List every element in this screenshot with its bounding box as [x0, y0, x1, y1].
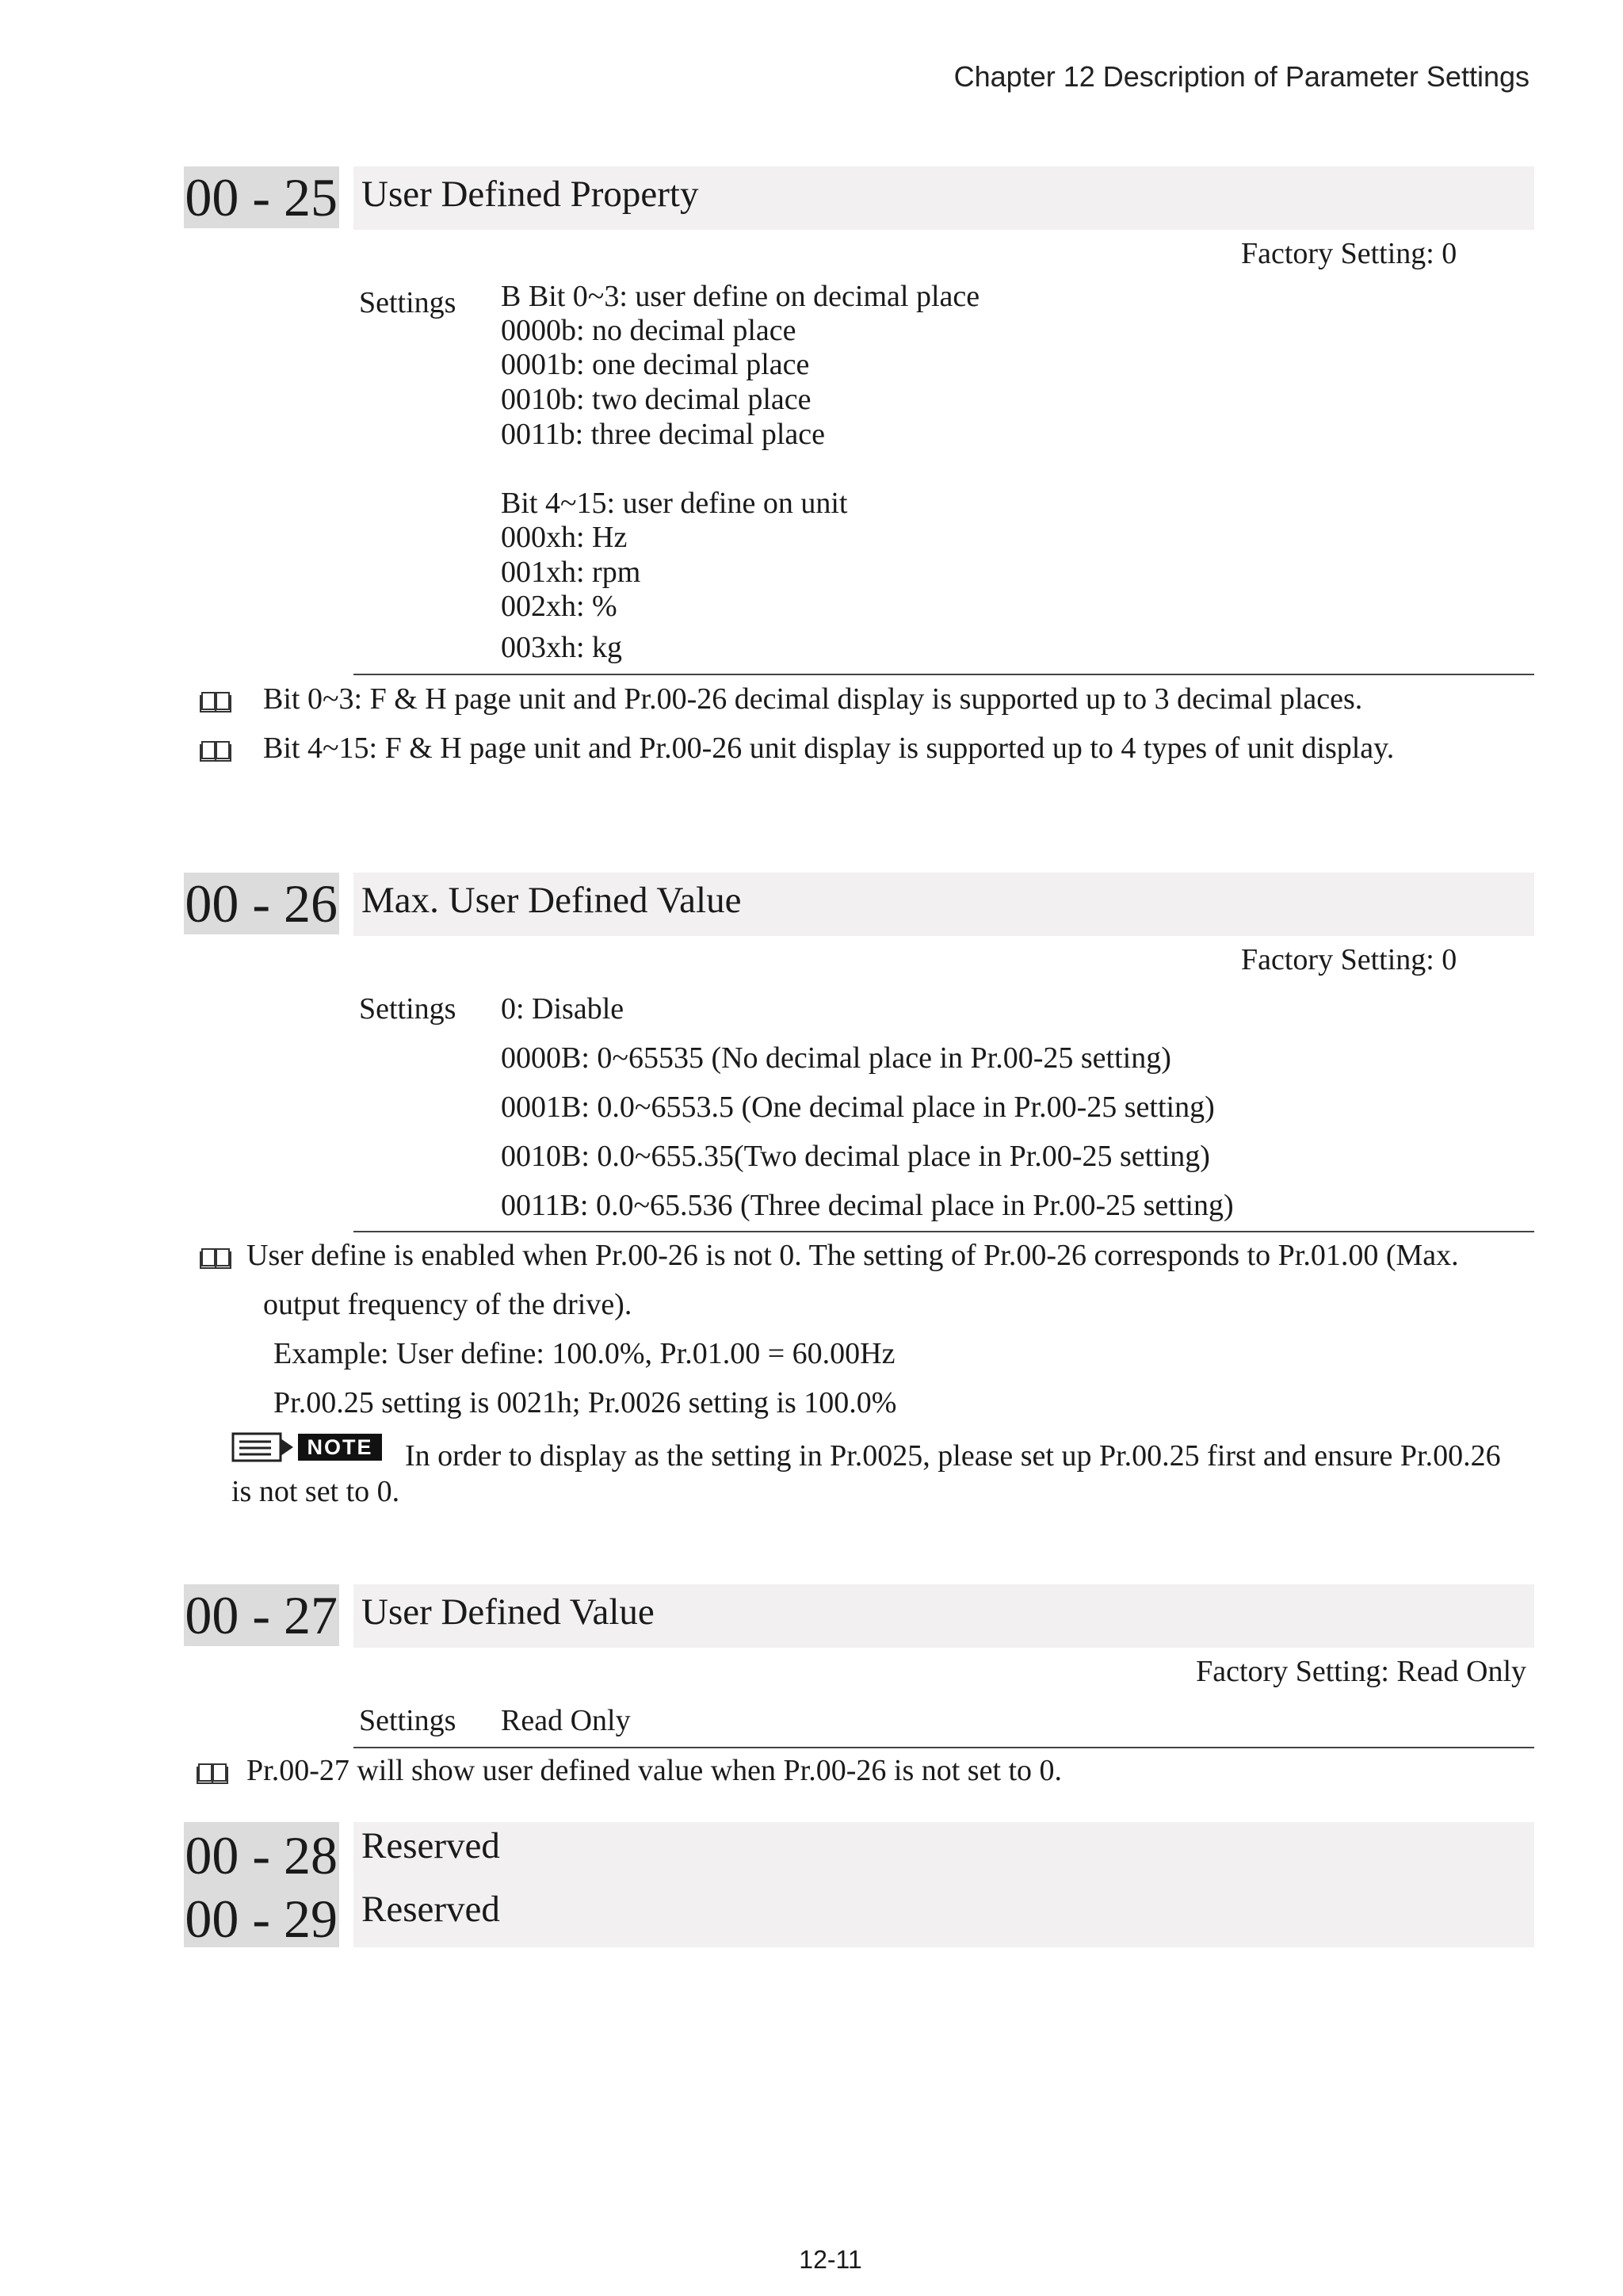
setting-line: 0: Disable — [501, 992, 624, 1026]
settings-label-00-27: Settings — [359, 1704, 456, 1737]
setting-line: 003xh: kg — [501, 631, 623, 664]
setting-line: Bit 4~15: user define on unit — [501, 487, 848, 520]
example-text: Example: User define: 100.0%, Pr.01.00 = 60.00Hz — [273, 1337, 896, 1370]
param-number-00-28: 00 - 28 — [185, 1825, 338, 1885]
note-text: output frequency of the drive). — [263, 1288, 632, 1321]
book-icon — [197, 1759, 228, 1785]
factory-setting-00-26: Factory Setting: 0 — [1241, 943, 1457, 976]
param-number-00-26: 00 - 26 — [185, 873, 338, 934]
section-rule — [353, 674, 1534, 675]
setting-line: 0010B: 0.0~655.35(Two decimal place in Pr.00-25 setting) — [501, 1140, 1210, 1173]
settings-label-00-26: Settings — [359, 992, 456, 1026]
setting-line: 0010b: two decimal place — [501, 383, 812, 416]
note-badge-label: NOTE — [307, 1435, 373, 1459]
settings-label-00-25: Settings — [359, 286, 456, 319]
setting-line: 0000B: 0~65535 (No decimal place in Pr.00-25 setting) — [501, 1041, 1171, 1075]
param-title-00-27: User Defined Value — [353, 1584, 1534, 1648]
note-text: User define is enabled when Pr.00-26 is not 0. The setting of Pr.00-26 corresponds to Pr.01.00 (Max. — [246, 1239, 1459, 1272]
setting-line: 002xh: % — [501, 590, 617, 623]
section-rule — [353, 1747, 1534, 1748]
param-number-00-25: 00 - 25 — [185, 167, 338, 227]
setting-line: 001xh: rpm — [501, 556, 641, 589]
param-number-00-29: 00 - 29 — [185, 1889, 338, 1949]
note-text: Pr.00-27 will show user defined value when Pr.00-26 is not set to 0. — [246, 1754, 1063, 1787]
page-number: 12-11 — [799, 2245, 862, 2274]
note-text: In order to display as the setting in Pr.0025, please set up Pr.00.25 first and ensure Pr.00.26 — [405, 1439, 1501, 1473]
param-title-00-25: User Defined Property — [353, 166, 1534, 230]
setting-line: 000xh: Hz — [501, 521, 628, 554]
note-text: is not set to 0. — [231, 1475, 400, 1508]
factory-setting-00-25: Factory Setting: 0 — [1241, 237, 1457, 270]
example-text: Pr.00.25 setting is 0021h; Pr.0026 setting is 100.0% — [273, 1386, 897, 1419]
section-rule — [353, 1231, 1534, 1232]
param-title-00-28: Reserved — [361, 1825, 500, 1866]
setting-line: Read Only — [501, 1704, 631, 1737]
note-text: Bit 4~15: F & H page unit and Pr.00-26 unit display is supported up to 4 types of unit display. — [263, 732, 1395, 765]
note-text: Bit 0~3: F & H page unit and Pr.00-26 decimal display is supported up to 3 decimal places. — [263, 682, 1363, 716]
factory-setting-00-27: Factory Setting: Read Only — [1196, 1655, 1526, 1688]
param-title-00-26: Max. User Defined Value — [353, 873, 1534, 936]
setting-line: 0011B: 0.0~65.536 (Three decimal place in Pr.00-25 setting) — [501, 1189, 1234, 1222]
setting-line: 0001b: one decimal place — [501, 348, 810, 381]
book-icon — [200, 688, 231, 713]
book-icon — [200, 737, 231, 762]
param-number-00-27: 00 - 27 — [185, 1585, 338, 1645]
setting-line: 0001B: 0.0~6553.5 (One decimal place in Pr.00-25 setting) — [501, 1091, 1215, 1124]
book-icon — [200, 1244, 231, 1270]
page-header: Chapter 12 Description of Parameter Settings — [953, 60, 1529, 93]
setting-line: 0000b: no decimal place — [501, 314, 796, 347]
param-title-00-29: Reserved — [361, 1889, 500, 1930]
setting-line: B Bit 0~3: user define on decimal place — [501, 280, 980, 313]
setting-line: 0011b: three decimal place — [501, 418, 826, 451]
note-icon — [231, 1431, 390, 1465]
